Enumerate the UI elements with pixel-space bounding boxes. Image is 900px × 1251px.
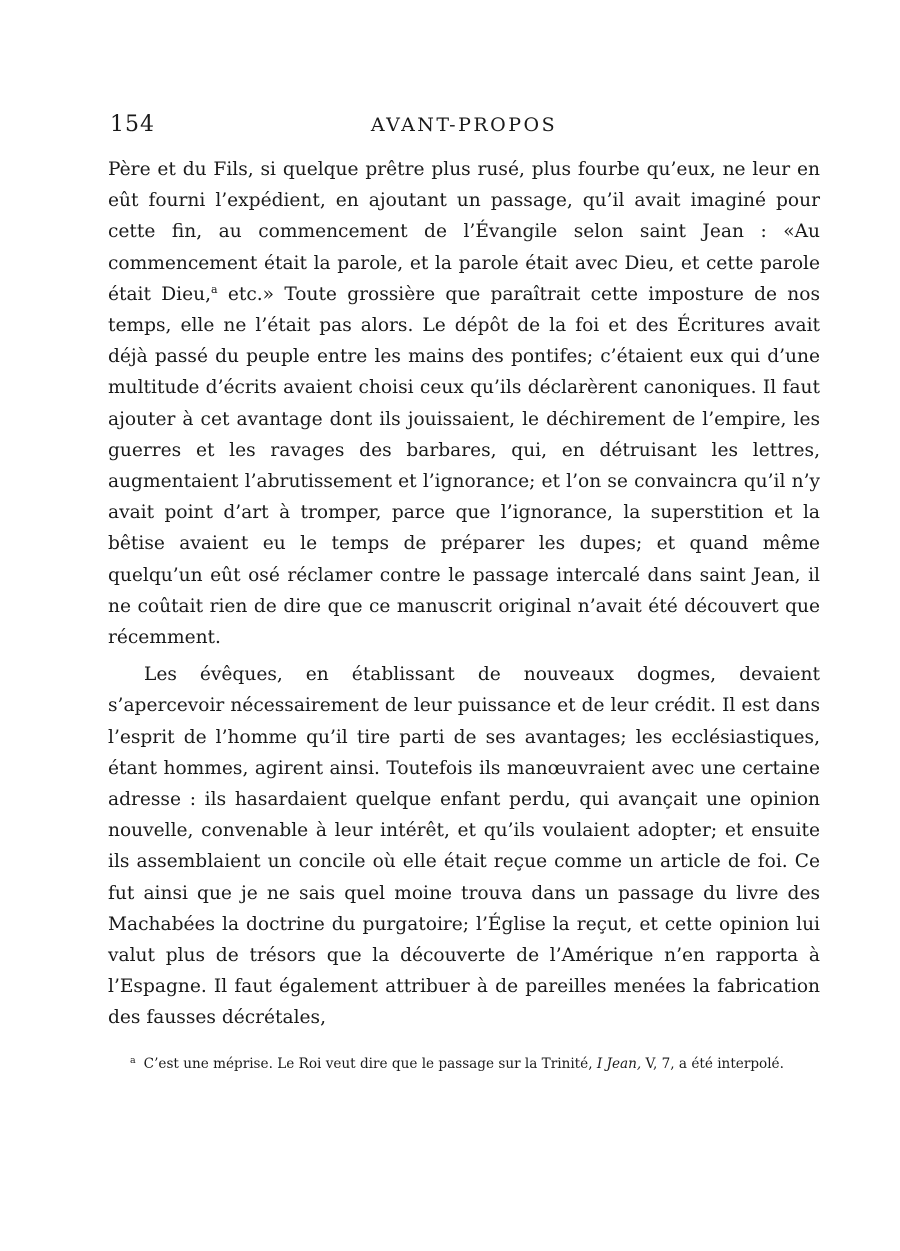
- paragraph-text-before-note: Père et du Fils, si quelque prêtre plus rusé, plus fourbe qu’eux, ne leur en eût fourni l’expédient, en ajoutant un passage, qu’il avait imaginé pour cette fin, au commencement de l’Évangile selon saint Jean : «Au commencement était la parole, et la parole était avec Dieu, et cette parole était Dieu,: [108, 159, 820, 305]
- footnote: [108, 1054, 820, 1075]
- running-title: AVANT-PROPOS: [370, 114, 558, 136]
- paragraph: Les évêques, en établissant de nouveaux dogmes, devaient s’apercevoir nécessairement de leur puissance et de leur crédit. Il est dans l’esprit de l’homme qu’il tire parti de ses avantages; les ecclésiastiques, étant hommes, agirent ainsi. Toutefois ils manœuvraient avec une certaine adresse : ils hasardaient quelque enfant perdu, qui avançait une opinion nouvelle, convenable à leur intérêt, et qu’ils voulaient adopter; et ensuite ils assemblaient un concile où elle était reçue comme un article de foi. Ce fut ainsi que je ne sais quel moine trouva dans un passage du livre des Machabées la doctrine du purgatoire; l’Église la reçut, et cette opinion lui valut plus de trésors que la découverte de l’Amérique n’en rapporta à l’Espagne. Il faut également attribuer à de pareilles menées la fabrication des fausses décrétales,: [108, 664, 820, 1029]
- footnotes: [108, 1054, 820, 1075]
- footnote-reference: a: [211, 282, 218, 296]
- paragraph-continuation: [108, 154, 820, 653]
- book-page: [108, 110, 820, 1075]
- footnote-text-before: C’est une méprise. Le Roi veut dire que le passage sur la Trinité,: [143, 1055, 597, 1072]
- footnote-marker: a: [130, 1054, 136, 1066]
- page-number: 154: [110, 112, 155, 137]
- footnote-text-after: V, 7, a été interpolé.: [641, 1055, 784, 1072]
- running-head: [108, 110, 820, 144]
- paragraph-text-after-note: etc.» Toute grossière que paraîtrait cette imposture de nos temps, elle ne l’était pas alors. Le dépôt de la foi et des Écritures avait déjà passé du peuple entre les mains des pontifes; c’étaient eux qui d’une multitude d’écrits avaient choisi ceux qu’ils déclarèrent canoniques. Il faut ajouter à cet avantage dont ils jouissaient, le déchirement de l’empire, les guerres et les ravages des barbares, qui, en détruisant les lettres, augmentaient l’abrutissement et l’ignorance; et l’on se convaincra qu’il n’y avait point d’art à tromper, parce que l’ignorance, la superstition et la bêtise avaient eu le temps de préparer les dupes; et quand même quelqu’un eût osé réclamer contre le passage intercalé dans saint Jean, il ne coûtait rien de dire que ce manuscrit original n’avait été découvert que récemment.: [108, 283, 821, 649]
- footnote-reference-italic: I Jean,: [596, 1055, 642, 1072]
- body-text: [108, 154, 820, 1034]
